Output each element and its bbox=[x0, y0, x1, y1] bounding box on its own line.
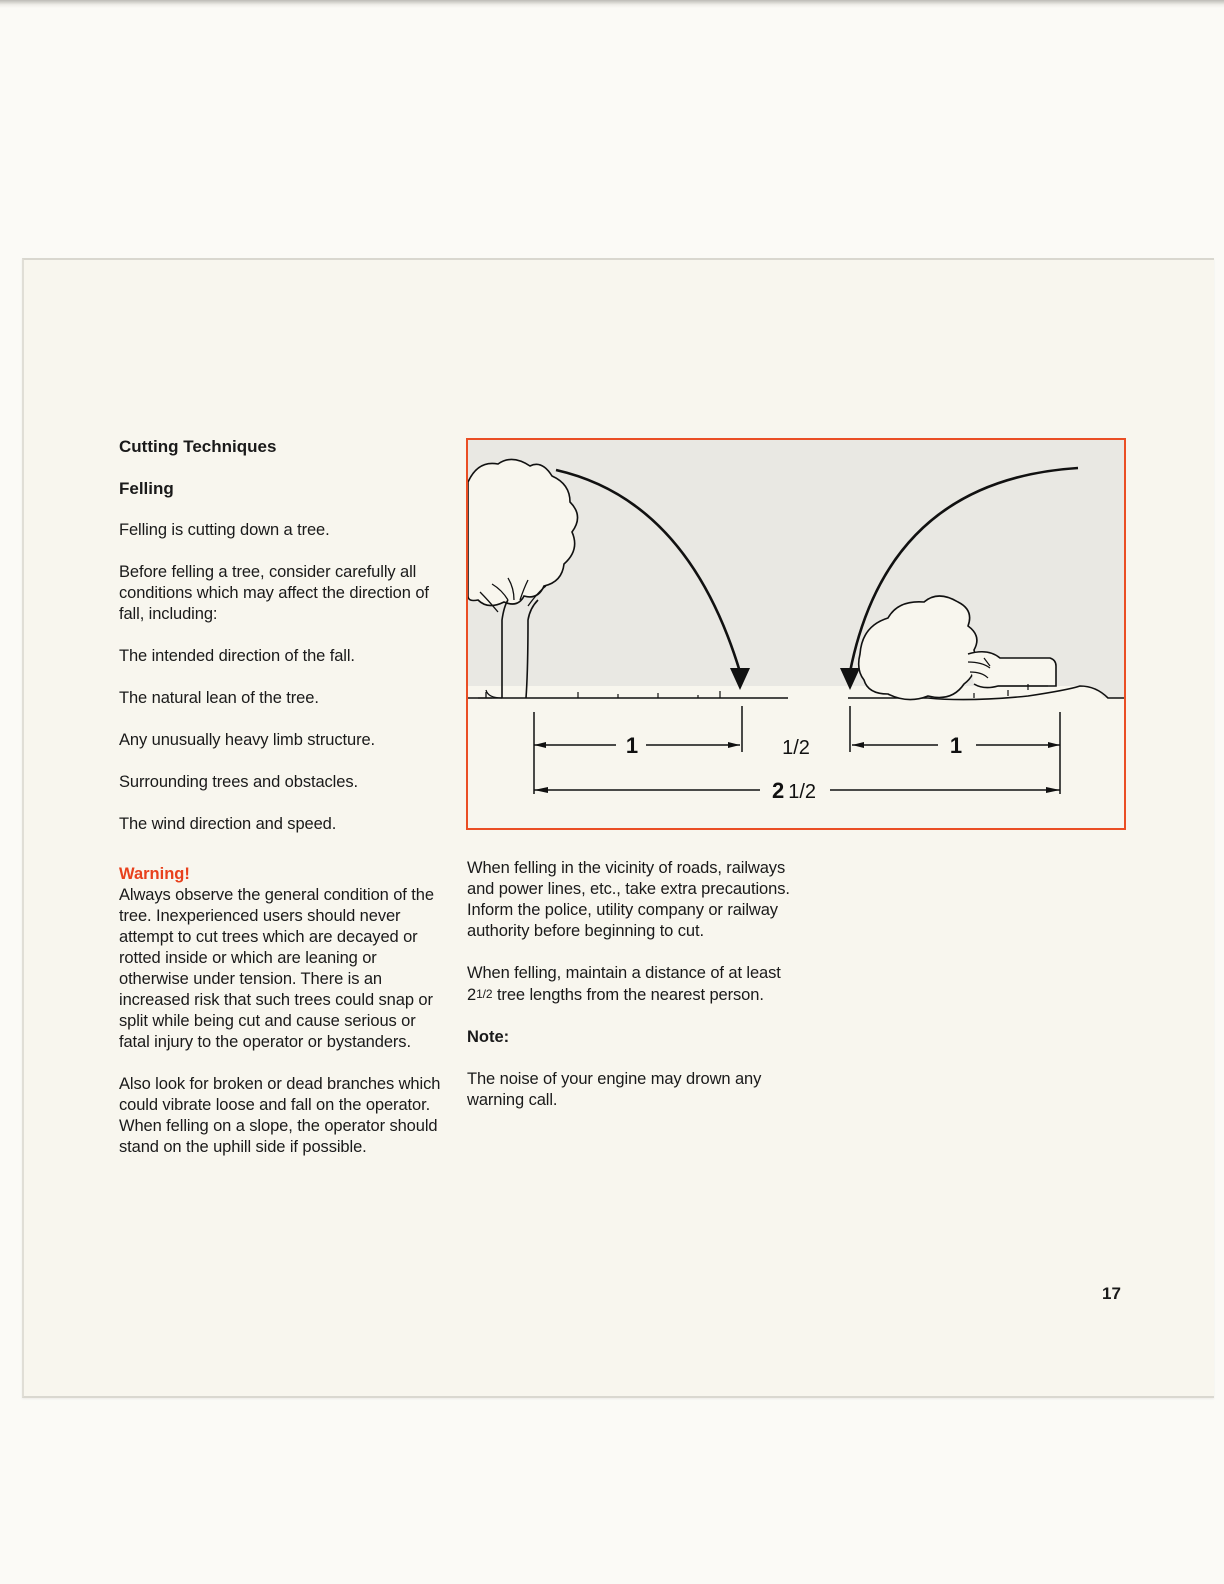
scan-edge bbox=[0, 0, 1224, 8]
condition-item: Surrounding trees and obstacles. bbox=[119, 773, 358, 791]
page-number: 17 bbox=[1102, 1284, 1121, 1303]
condition-item: The natural lean of the tree. bbox=[119, 689, 319, 707]
warning-paragraph: Always observe the general condition of the tree. Inexperienced users should never attempt to cut trees which are decayed or rotted inside or which are leaning or otherwise under tension. There is an increased risk that such trees could snap or split while being cut and cause serious or fatal injury to the operator or bystanders. bbox=[119, 886, 434, 1051]
vicinity-paragraph: When felling in the vicinity of roads, railways and power lines, etc., take extra precautions. Inform the police, utility company or railway authority before beginning to cut. bbox=[467, 859, 790, 940]
label-left-tree-length: 1 bbox=[625, 733, 639, 758]
ground-line bbox=[468, 686, 1124, 700]
warning-title: Warning! bbox=[119, 865, 190, 883]
label-right-tree-length: 1 bbox=[949, 733, 963, 758]
right-column bbox=[467, 858, 797, 1111]
condition-item: The wind direction and speed. bbox=[119, 815, 337, 833]
consider-paragraph: Before felling a tree, consider carefully all conditions which may affect the direction of fall, including: bbox=[119, 563, 429, 623]
condition-item: Any unusually heavy limb structure. bbox=[119, 731, 376, 749]
subsection-title: Felling bbox=[119, 479, 174, 498]
intro-paragraph: Felling is cutting down a tree. bbox=[119, 521, 330, 539]
left-column bbox=[119, 436, 444, 1158]
label-total-distance: 2 1/2 bbox=[771, 778, 817, 803]
section-title: Cutting Techniques bbox=[119, 437, 277, 456]
condition-item: The intended direction of the fall. bbox=[119, 647, 355, 665]
felling-diagram bbox=[468, 440, 1124, 828]
distance-paragraph: When felling, maintain a distance of at least 21/2 tree lengths from the nearest person. bbox=[467, 964, 781, 1004]
note-paragraph: The noise of your engine may drown any warning call. bbox=[467, 1070, 762, 1109]
label-gap: 1/2 bbox=[782, 737, 810, 759]
note-title: Note: bbox=[467, 1028, 510, 1046]
felling-distance-figure bbox=[466, 438, 1126, 830]
branches-paragraph: Also look for broken or dead branches which could vibrate loose and fall on the operator. When felling on a slope, the operator should stand on the uphill side if possible. bbox=[119, 1075, 441, 1156]
